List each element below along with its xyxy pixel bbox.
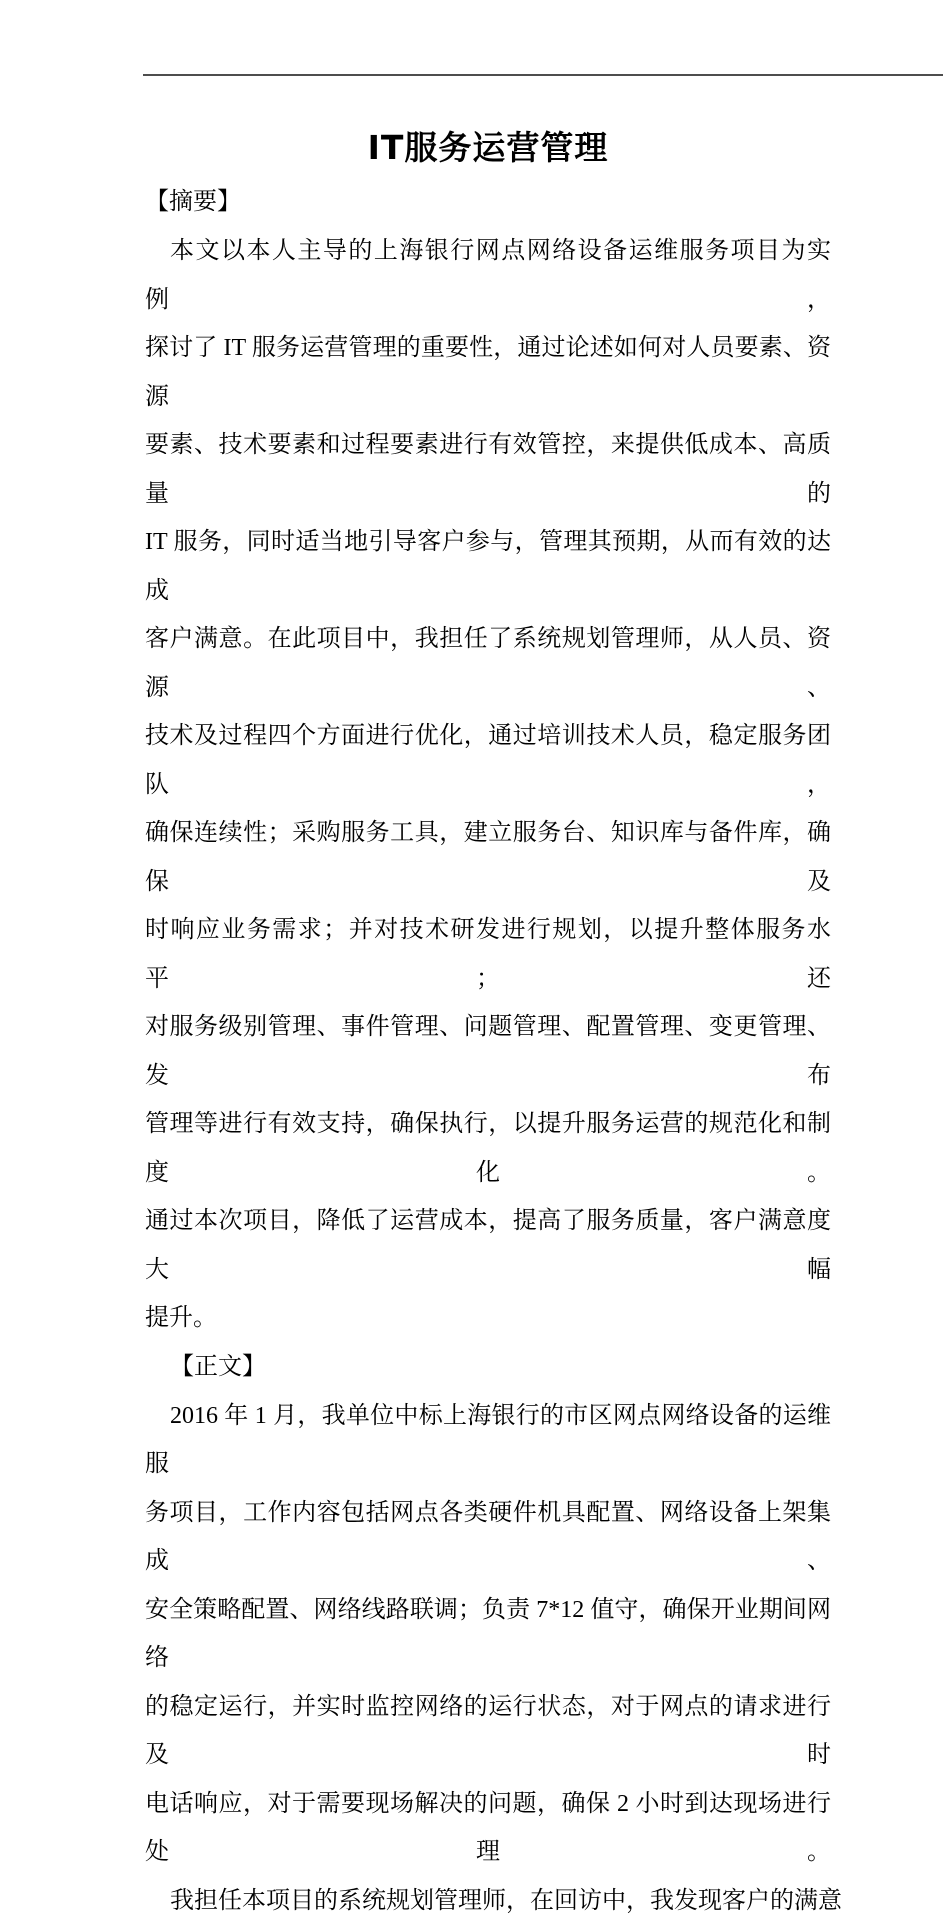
text-line: 通过本次项目，降低了运营成本，提高了服务质量，客户满意度大幅 <box>145 1197 831 1294</box>
text-line: 本文以本人主导的上海银行网点网络设备运维服务项目为实例， <box>145 227 831 324</box>
text-line: 技术及过程四个方面进行优化，通过培训技术人员，稳定服务团队， <box>145 712 831 809</box>
abstract-label: 【摘要】 <box>145 178 831 227</box>
text-line: 的稳定运行，并实时监控网络的运行状态，对于网点的请求进行及时 <box>145 1683 831 1780</box>
text-line: 时响应业务需求；并对技术研发进行规划，以提升整体服务水平；还 <box>145 906 831 1003</box>
abstract-paragraph <box>145 227 831 1343</box>
document-content <box>145 118 831 1925</box>
text-line: 要素、技术要素和过程要素进行有效管控，来提供低成本、高质量的 <box>145 421 831 518</box>
text-line: 务项目，工作内容包括网点各类硬件机具配置、网络设备上架集成、 <box>145 1489 831 1586</box>
document-title: IT服务运营管理 <box>145 118 831 178</box>
text-line: 安全策略配置、网络线路联调；负责 7*12 值守，确保开业期间网络 <box>145 1586 831 1683</box>
text-line: IT 服务，同时适当地引导客户参与，管理其预期，从而有效的达成 <box>145 518 831 615</box>
main-text-paragraphs <box>145 1392 831 1925</box>
text-line: 我担任本项目的系统规划管理师，在回访中，我发现客户的满意 <box>145 1877 831 1925</box>
header-rule <box>143 74 943 76</box>
text-line: 对服务级别管理、事件管理、问题管理、配置管理、变更管理、发布 <box>145 1003 831 1100</box>
main-text-label: 【正文】 <box>145 1343 831 1392</box>
text-line: 探讨了 IT 服务运营管理的重要性，通过论述如何对人员要素、资源 <box>145 324 831 421</box>
text-line: 管理等进行有效支持，确保执行，以提升服务运营的规范化和制度化。 <box>145 1100 831 1197</box>
text-line: 确保连续性；采购服务工具，建立服务台、知识库与备件库，确保及 <box>145 809 831 906</box>
text-line: 客户满意。在此项目中，我担任了系统规划管理师，从人员、资源、 <box>145 615 831 712</box>
text-line: 提升。 <box>145 1294 831 1343</box>
text-line: 2016 年 1 月，我单位中标上海银行的市区网点网络设备的运维服 <box>145 1392 831 1489</box>
text-line: 电话响应，对于需要现场解决的问题，确保 2 小时到达现场进行处理。 <box>145 1780 831 1877</box>
